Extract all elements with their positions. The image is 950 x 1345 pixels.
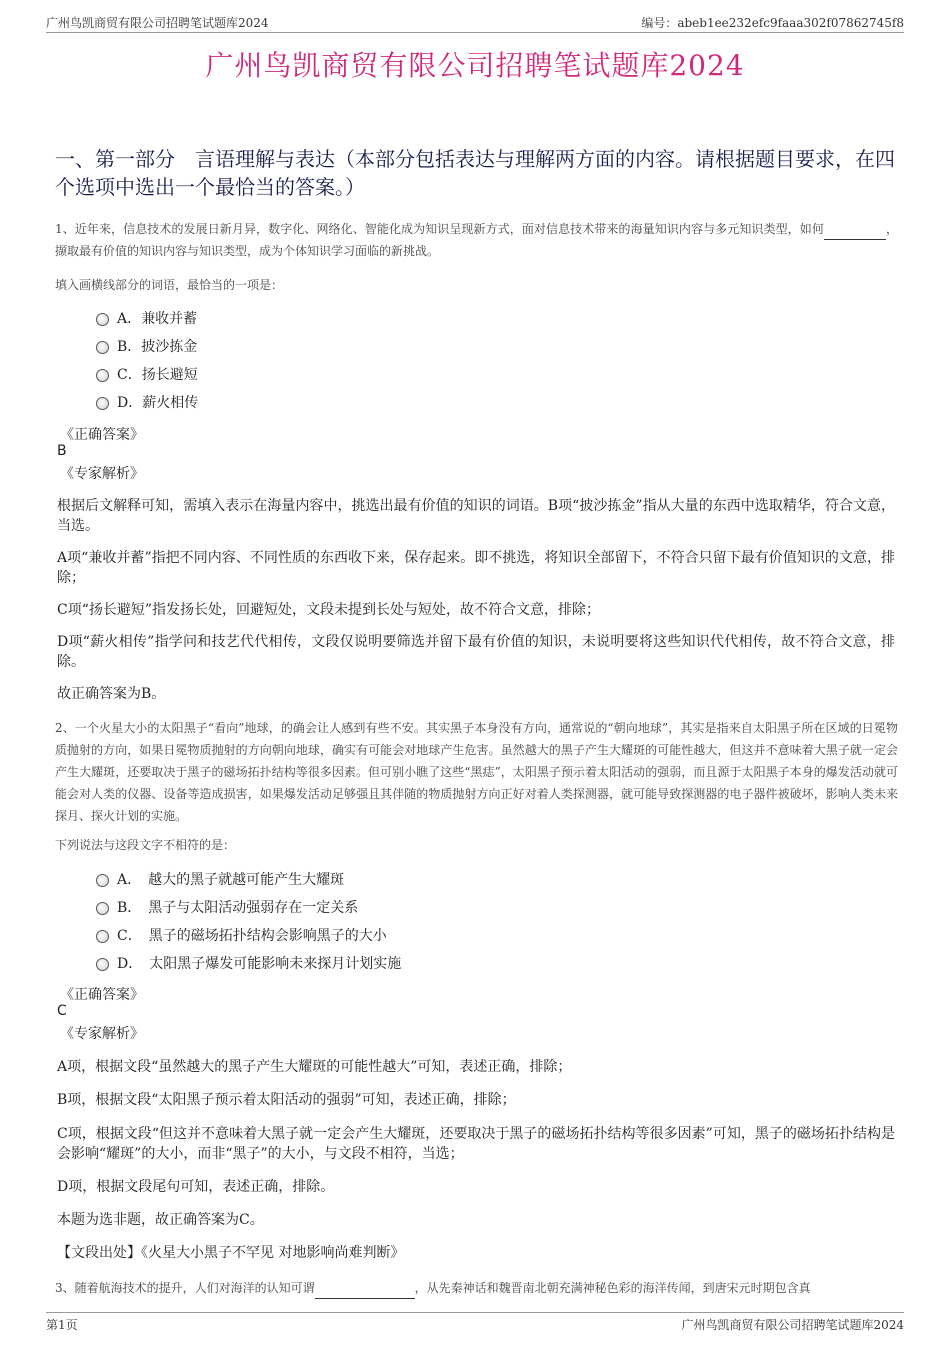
q2-analysis-paragraph: B项，根据文段“太阳黑子预示着太阳活动的强弱”可知，表述正确，排除； xyxy=(57,1092,516,1108)
q1-analysis-paragraph: C项“扬长避短”指发扬长处，回避短处，文段未提到长处与短处，故不符合文意，排除； xyxy=(57,602,601,618)
q1-analysis-paragraph: 故正确答案为B。 xyxy=(57,686,166,702)
q1-option-d[interactable]: D．薪火相传 xyxy=(96,393,198,413)
q1-answer: B xyxy=(57,443,67,459)
q2-analysis-label: 《专家解析》 xyxy=(60,1026,144,1042)
q2-answer: C xyxy=(57,1003,67,1019)
radio-icon[interactable] xyxy=(96,313,109,326)
q2-option-d[interactable]: D． 太阳黑子爆发可能影响未来探月计划实施 xyxy=(96,954,401,974)
q1-analysis-paragraph: 根据后文解释可知，需填入表示在海量内容中，挑选出最有价值的知识的词语。B项“披沙拣金”指从大量的东西中选取精华，符合文意，当选。 xyxy=(57,498,895,534)
q1-option-c[interactable]: C．扬长避短 xyxy=(96,365,198,385)
answer-blank xyxy=(315,1284,415,1299)
radio-icon[interactable] xyxy=(96,397,109,410)
q2-answer-label: 《正确答案》 xyxy=(60,987,144,1003)
page-footer xyxy=(46,1312,904,1333)
radio-icon[interactable] xyxy=(96,930,109,943)
q2-analysis-paragraph: C项，根据文段“但这并不意味着大黑子就一定会产生大耀斑，还要取决于黑子的磁场拓扑结构等很多因素”可知，黑子的磁场拓扑结构是会影响“耀斑”的大小，而非“黑子”的大小，与文段不相符，当选； xyxy=(57,1126,895,1162)
question-2-prompt: 下列说法与这段文字不相符的是： xyxy=(55,838,236,852)
answer-blank xyxy=(824,225,886,240)
question-2-stem: 2、一个火星大小的太阳黑子“看向”地球，的确会让人感到有些不安。其实黑子本身没有方向，通常说的“朝向地球”，其实是指来自太阳黑子所在区域的日冕物质抛射的方向，如果日冕物质抛射的方向朝向地球，确实有可能会对地球产生危害。虽然越大的黑子产生大耀斑的可能性越大，但这并不意味着大黑子就一定会产生大耀斑，还要取决于黑子的磁场拓扑结构等很多因素。但可别小瞧了这些“黑痣”，太阳黑子预示着太阳活动的强弱，而且源于太阳黑子本身的爆发活动就可能会对人类的仪器、设备等造成损害，如果爆发活动足够强且其伴随的物质抛射方向正好对着人类探测器，就可能导致探测器的电子器件被破坏，影响人类未来探月、探火计划的实施。 xyxy=(55,721,898,823)
radio-icon[interactable] xyxy=(96,902,109,915)
radio-icon[interactable] xyxy=(96,341,109,354)
question-1-prompt: 填入画横线部分的词语，最恰当的一项是： xyxy=(55,278,284,292)
q2-source: 【文段出处】《火星大小黑子不罕见 对地影响尚难判断》 xyxy=(57,1245,405,1261)
q1-option-b[interactable]: B．披沙拣金 xyxy=(96,337,197,357)
q1-analysis-label: 《专家解析》 xyxy=(60,466,144,482)
header-doc-name: 广州鸟凯商贸有限公司招聘笔试题库2024 xyxy=(46,16,269,30)
radio-icon[interactable] xyxy=(96,874,109,887)
question-1-stem: 1、近年来，信息技术的发展日新月异，数字化、网络化、智能化成为知识呈现新方式，面对信息技术带来的海量知识内容与多元知识类型，如何 ，撷取最有价值的知识内容与知识类型，成为个体知识学习面临的新挑战。 xyxy=(55,222,898,258)
q2-option-a[interactable]: A． 越大的黑子就越可能产生大耀斑 xyxy=(96,870,344,890)
q2-analysis-paragraph: D项，根据文段尾句可知，表述正确，排除。 xyxy=(57,1179,335,1195)
q2-option-c[interactable]: C． 黑子的磁场拓扑结构会影响黑子的大小 xyxy=(96,926,387,946)
q1-analysis-paragraph: D项“薪火相传”指学问和技艺代代相传，文段仅说明要筛选并留下最有价值的知识，未说明要将这些知识代代相传，故不符合文意，排除。 xyxy=(57,634,895,670)
q1-option-a[interactable]: A．兼收并蓄 xyxy=(96,309,197,329)
document-title: 广州鸟凯商贸有限公司招聘笔试题库2024 xyxy=(205,49,745,82)
page-header xyxy=(46,12,904,33)
header-doc-id: 编号：abeb1ee232efc9faaa302f07862745f8 xyxy=(641,16,904,30)
q2-analysis-paragraph: 本题为选非题，故正确答案为C。 xyxy=(57,1212,264,1228)
section-heading: 一、第一部分 言语理解与表达（本部分包括表达与理解两方面的内容。请根据题目要求，在四个选项中选出一个最恰当的答案。） xyxy=(55,147,895,199)
q1-analysis-paragraph: A项“兼收并蓄”指把不同内容、不同性质的东西收下来，保存起来。即不挑选，将知识全部留下，不符合只留下最有价值知识的文意，排除； xyxy=(57,550,895,586)
page-number: 第1页 xyxy=(46,1318,78,1332)
q1-answer-label: 《正确答案》 xyxy=(60,427,144,443)
question-3-stem: 3、随着航海技术的提升，人们对海洋的认知可谓 ，从先秦神话和魏晋南北朝充满神秘色彩的海洋传闻，到唐宋元时期包含真 xyxy=(55,1277,898,1299)
q2-option-b[interactable]: B． 黑子与太阳活动强弱存在一定关系 xyxy=(96,898,358,918)
footer-doc-name: 广州鸟凯商贸有限公司招聘笔试题库2024 xyxy=(681,1318,904,1332)
radio-icon[interactable] xyxy=(96,369,109,382)
q2-analysis-paragraph: A项，根据文段“虽然越大的黑子产生大耀斑的可能性越大”可知，表述正确，排除； xyxy=(57,1059,572,1075)
radio-icon[interactable] xyxy=(96,958,109,971)
